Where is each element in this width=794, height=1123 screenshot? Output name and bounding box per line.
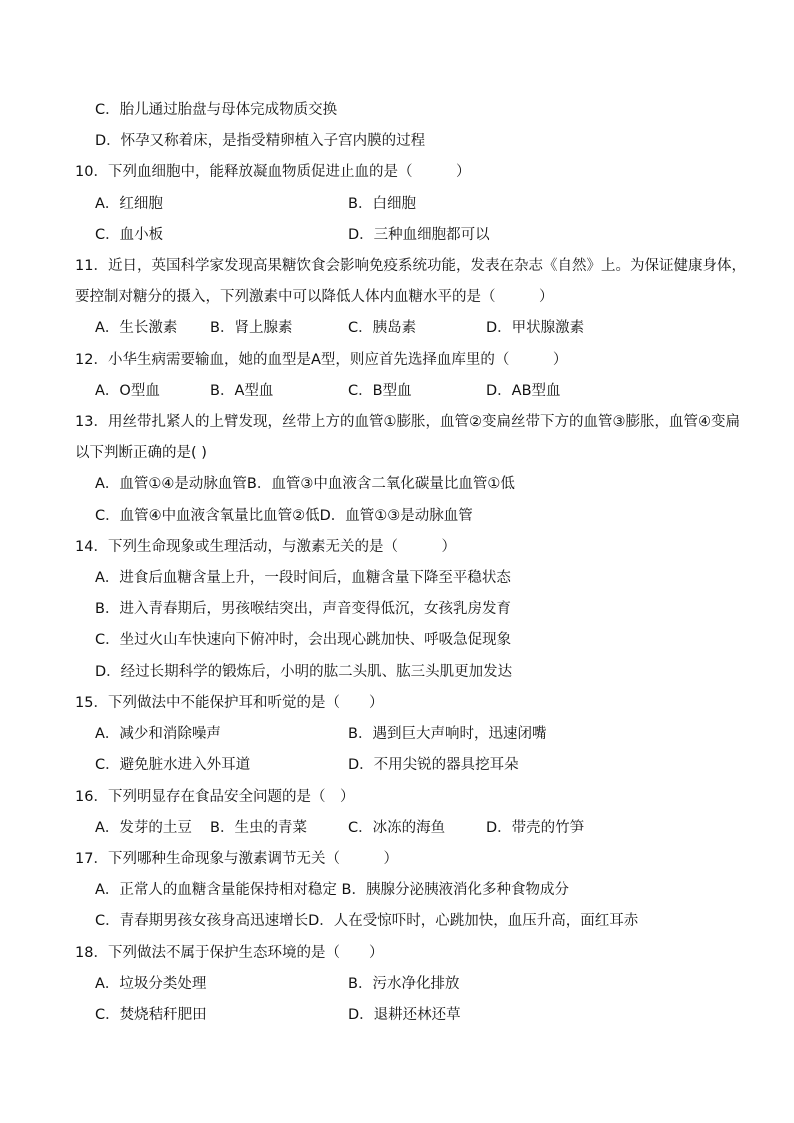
q10-option-b: B．白细胞 [348, 196, 416, 212]
q16-option-c: C．冰冻的海鱼 [348, 820, 446, 836]
q15-option-c: C．避免脏水进入外耳道 [95, 757, 251, 773]
q11-option-b: B．肾上腺素 [210, 320, 293, 336]
q16-option-b: B．生虫的青菜 [210, 820, 307, 836]
q9-option-d: D．怀孕又称着床，是指受精卵植入子宫内膜的过程 [95, 133, 426, 149]
question-12: 12．小华生病需要输血，她的血型是A型，则应首先选择血库里的（ ） [75, 352, 568, 368]
q18-option-a: A．垃圾分类处理 [95, 976, 207, 992]
q16-option-d: D．带壳的竹笋 [486, 820, 585, 836]
question-11-line1: 11．近日，英国科学家发现高果糖饮食会影响免疫系统功能，发表在杂志《自然》上。为保证健康身体， [75, 258, 746, 274]
question-13-line2: 以下判断正确的是( ) [75, 445, 207, 461]
q12-option-d: D．AB型血 [486, 383, 561, 399]
q14-option-d: D．经过长期科学的锻炼后，小明的肱二头肌、肱三头肌更加发达 [95, 664, 513, 680]
q15-option-a: A．减少和消除噪声 [95, 726, 221, 742]
q15-option-d: D．不用尖锐的器具挖耳朵 [348, 757, 519, 773]
q11-option-c: C．胰岛素 [348, 320, 417, 336]
q17-options-cd: C．青春期男孩女孩身高迅速增长D．人在受惊吓时，心跳加快，血压升高，面红耳赤 [95, 913, 639, 929]
q17-options-ab: A．正常人的血糖含量能保持相对稳定 B．胰腺分泌胰液消化多种食物成分 [95, 882, 569, 898]
q13-options-ab: A．血管①④是动脉血管B．血管③中血液含二氧化碳量比血管①低 [95, 476, 515, 492]
question-10: 10．下列血细胞中，能释放凝血物质促进止血的是（ ） [75, 164, 471, 180]
question-11-line2: 要控制对糖分的摄入，下列激素中可以降低人体内血糖水平的是（ ） [75, 289, 554, 305]
q12-option-c: C．B型血 [348, 383, 412, 399]
q13-options-cd: C．血管④中血液含氧量比血管②低D．血管①③是动脉血管 [95, 508, 473, 524]
q18-option-c: C．焚烧秸秆肥田 [95, 1007, 207, 1023]
q18-option-d: D．退耕还林还草 [348, 1007, 461, 1023]
q18-option-b: B．污水净化排放 [348, 976, 460, 992]
q9-option-c: C．胎儿通过胎盘与母体完成物质交换 [95, 102, 338, 118]
question-16: 16．下列明显存在食品安全问题的是（ ） [75, 789, 355, 805]
q16-option-a: A．发芽的土豆 [95, 820, 192, 836]
q12-option-a: A．O型血 [95, 383, 160, 399]
q12-option-b: B．A型血 [210, 383, 274, 399]
q15-option-b: B．遇到巨大声响时，迅速闭嘴 [348, 726, 547, 742]
q14-option-c: C．坐过火山车快速向下俯冲时，会出现心跳加快、呼吸急促现象 [95, 632, 512, 648]
q10-option-c: C．血小板 [95, 227, 164, 243]
q14-option-b: B．进入青春期后，男孩喉结突出，声音变得低沉，女孩乳房发育 [95, 601, 511, 617]
q10-option-d: D．三种血细胞都可以 [348, 227, 490, 243]
question-13-line1: 13．用丝带扎紧人的上臂发现，丝带上方的血管①膨胀，血管②变扁丝带下方的血管③膨胀，血管④变扁 [75, 414, 740, 430]
question-17: 17．下列哪种生命现象与激素调节无关（ ） [75, 851, 398, 867]
q11-option-a: A．生长激素 [95, 320, 178, 336]
question-15: 15．下列做法中不能保护耳和听觉的是（ ） [75, 695, 384, 711]
q10-option-a: A．红细胞 [95, 196, 163, 212]
q11-option-d: D．甲状腺激素 [486, 320, 585, 336]
question-14: 14．下列生命现象或生理活动，与激素无关的是（ ） [75, 539, 456, 555]
question-18: 18．下列做法不属于保护生态环境的是（ ） [75, 945, 384, 961]
q14-option-a: A．进食后血糖含量上升，一段时间后，血糖含量下降至平稳状态 [95, 570, 511, 586]
